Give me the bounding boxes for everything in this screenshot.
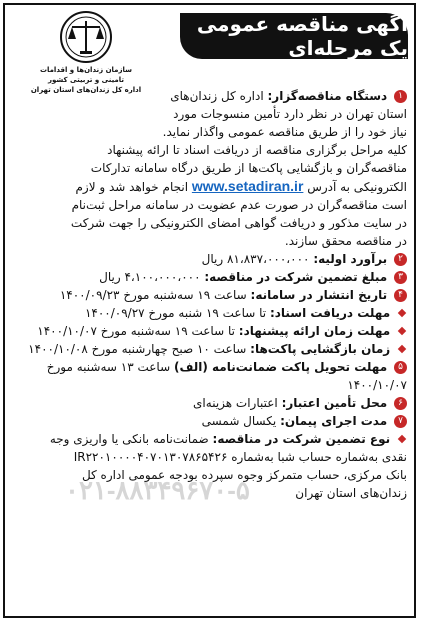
num-badge: ۷ (394, 415, 407, 428)
guarantee-type-value: ضمانت‌نامه بانکی یا واریزی وجه (49, 432, 209, 446)
doc-deadline-value: تا ساعت ۱۹ شنبه مورخ ۱۴۰۰/۰۹/۲۷ (84, 306, 267, 320)
guarantee-type-line-4: زندان‌های استان تهران (295, 486, 407, 500)
guarantee-type-line-2: نقدی به‌شماره حساب شبا به‌شماره IR۲۲۰۱۰۰۰۰۴۰۷۰۱۳۰۷۸۶۵۴۲۶ (73, 450, 407, 464)
doc-deadline-label: مهلت دریافت اسناد: (269, 306, 391, 320)
num-badge: ۲ (394, 253, 407, 266)
item-guarantee-type (12, 430, 407, 502)
item-estimate (12, 250, 407, 268)
item-publish-date (12, 286, 407, 304)
item-envelope-delivery (12, 358, 407, 376)
section-1 (12, 87, 407, 141)
logo-line-1: سازمان زندان‌ها و اقدامات (39, 66, 133, 74)
section-1-line-1: اداره کل زندان‌های (170, 89, 264, 103)
item-duration (12, 412, 407, 430)
title-banner (180, 13, 408, 59)
para-line-6: در مناقصه محقق سازند. (284, 234, 407, 248)
num-badge: ۱ (394, 90, 407, 103)
envelope-label: مهلت تحویل پاکت ضمانت‌نامه (الف) (173, 360, 388, 374)
publish-date-label: تاریخ انتشار در سامانه: (250, 288, 388, 302)
para-line-3a: الکترونیکی به آدرس (307, 180, 407, 194)
num-badge: ۵ (394, 361, 407, 374)
num-badge: ۶ (394, 397, 407, 410)
diamond-bullet-icon (398, 327, 406, 335)
item-funding (12, 394, 407, 412)
logo-line-2: تامینی و تربیتی کشور (47, 76, 125, 84)
opening-time-value: ساعت ۱۰ صبح چهارشنبه مورخ ۱۴۰۰/۱۰/۰۸ (28, 342, 247, 356)
para-line-2: مناقصه‌گران و بازگشایی پاکت‌ها از طریق درگاه سامانه تدارکات (90, 161, 407, 175)
diamond-bullet-icon (398, 345, 406, 353)
ad-frame (3, 3, 416, 618)
setadiran-link[interactable]: www.setadiran.ir (191, 178, 304, 194)
num-badge: ۴ (394, 289, 407, 302)
guarantee-type-line-3: بانک مرکزی، حساب متمرکز وجوه سپرده بودجه عمومی اداره کل (81, 468, 407, 482)
offer-deadline-label: مهلت زمان ارائه پیشنهاد: (238, 324, 391, 338)
duration-value: یکسال شمسی (201, 414, 277, 428)
guarantee-label: مبلغ تضمین شرکت در مناقصه: (204, 270, 388, 284)
publish-date-value: ساعت ۱۹ سه‌شنبه مورخ ۱۴۰۰/۰۹/۲۳ (59, 288, 247, 302)
item-opening-time (12, 340, 407, 358)
ad-body (12, 87, 407, 502)
para-line-5: در سایت مذکور و دریافت گواهی امضای الکترونیکی را جهت شرکت (70, 216, 407, 230)
envelope-date: ۱۴۰۰/۱۰/۰۷ (347, 378, 407, 392)
section-1-label: دستگاه مناقصه‌گزار: (267, 89, 388, 103)
item-offer-deadline (12, 322, 407, 340)
funding-label: محل تأمین اعتبار: (281, 396, 388, 410)
page-title: آگهی مناقصه عمومی یک مرحله‌ای (196, 12, 408, 60)
item-guarantee (12, 268, 407, 286)
estimate-value: ۸۱،۸۳۷،۰۰۰،۰۰۰ ریال (201, 252, 310, 266)
phone-watermark: ۰۲۱-۸۸۳۴۹۶۷۰-۵ (65, 475, 250, 505)
logo-line-3: اداره کل زندان‌های استان تهران (30, 86, 142, 94)
diamond-bullet-icon (398, 309, 406, 317)
para-line-1: کلیه مراحل برگزاری مناقصه از دریافت اسناد تا ارائه پیشنهاد (107, 143, 407, 157)
envelope-value: ساعت ۱۳ سه‌شنبه مورخ (46, 360, 171, 374)
guarantee-type-label: نوع تضمین شرکت در مناقصه: (212, 432, 391, 446)
guarantee-value: ۴،۱۰۰،۰۰۰،۰۰۰ ریال (99, 270, 201, 284)
diamond-bullet-icon (398, 435, 406, 443)
envelope-date-line (12, 376, 407, 394)
main-paragraph (12, 141, 407, 250)
num-badge: ۳ (394, 271, 407, 284)
opening-time-label: زمان بازگشایی پاکت‌ها: (250, 342, 391, 356)
scales-emblem-icon (54, 9, 118, 65)
para-line-4: است مناقصه‌گران در صورت عدم عضویت در سامانه مراحل ثبت‌نام (71, 198, 407, 212)
item-doc-deadline (12, 304, 407, 322)
offer-deadline-value: تا ساعت ۱۹ سه‌شنبه مورخ ۱۴۰۰/۱۰/۰۷ (37, 324, 235, 338)
para-line-3b: انجام خواهد شد و لازم (75, 180, 189, 194)
section-1-line-2: استان تهران در نظر دارد تأمین منسوجات مورد (173, 107, 407, 121)
section-1-line-3: نیاز خود را از طریق مناقصه عمومی واگذار نماید. (162, 125, 407, 139)
estimate-label: برآورد اولیه: (313, 252, 388, 266)
duration-label: مدت اجرای پیمان: (280, 414, 388, 428)
funding-value: اعتبارات هزینه‌ای (193, 396, 278, 410)
